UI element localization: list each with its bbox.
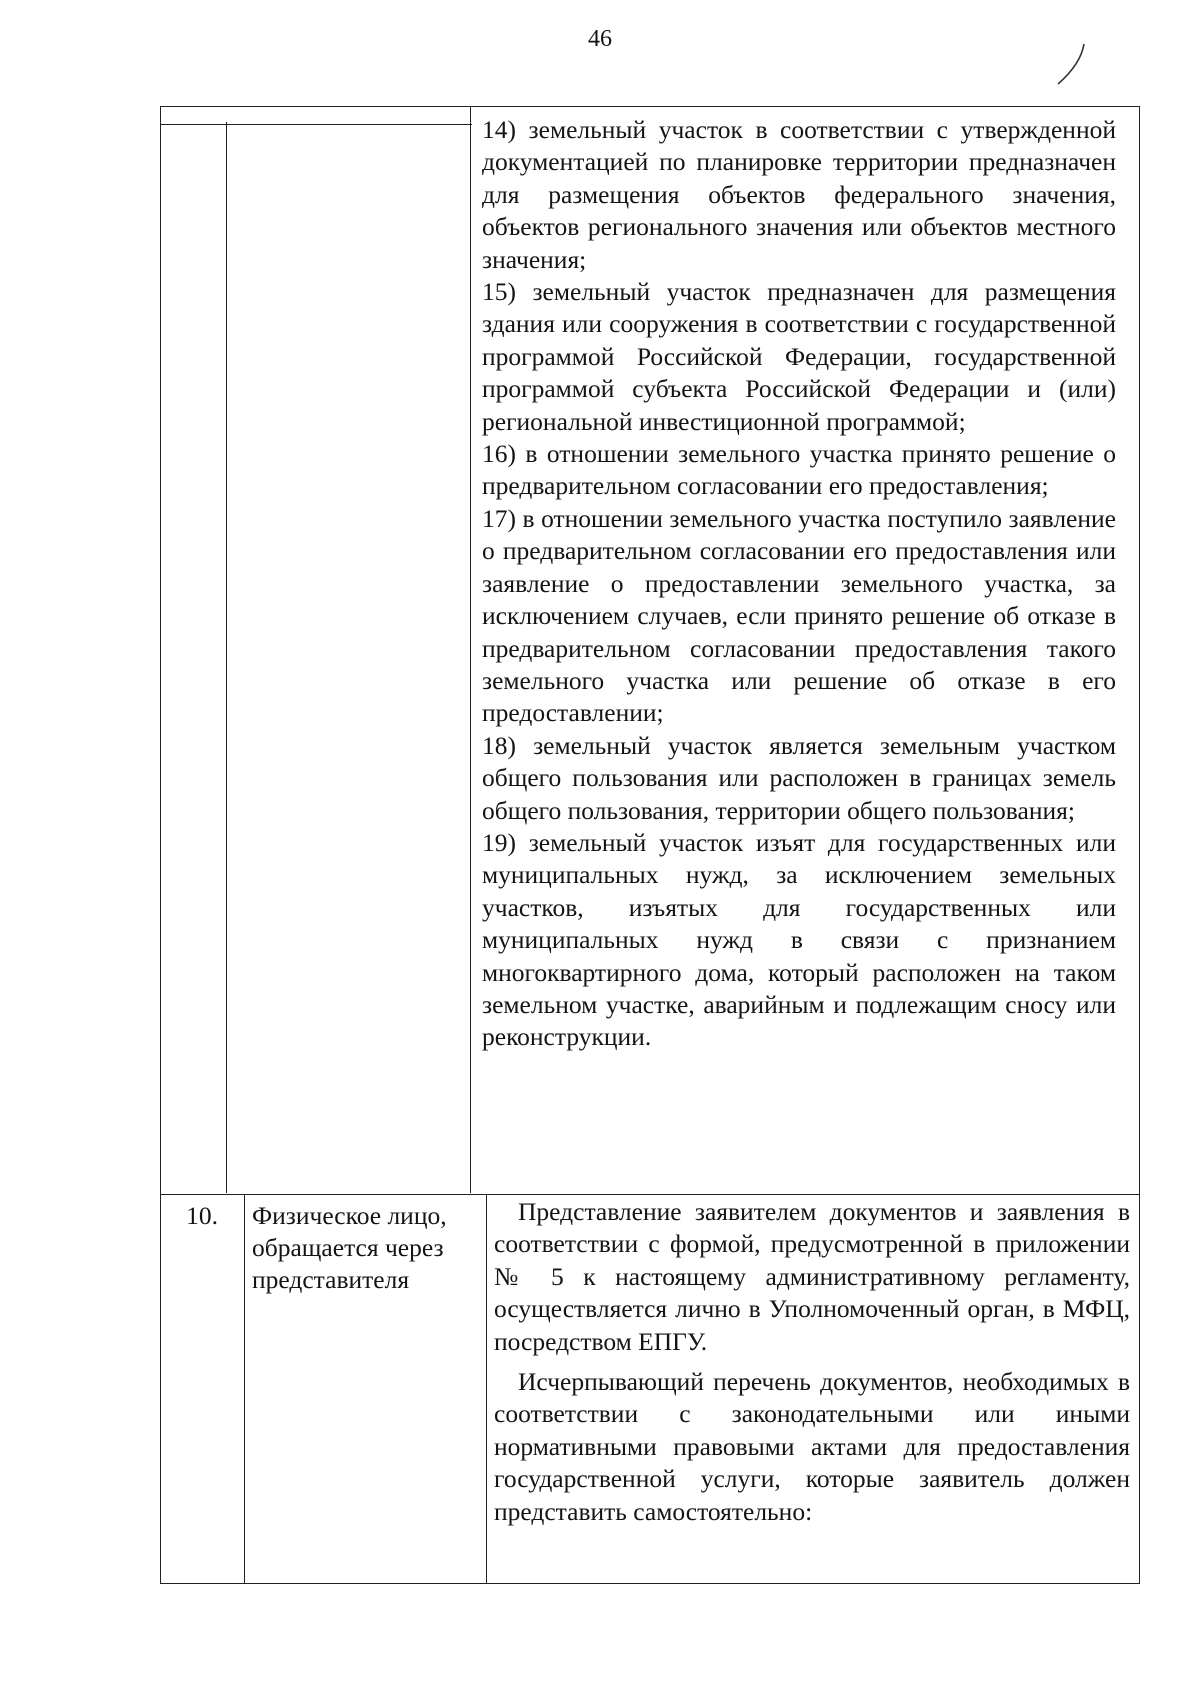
column-divider-1-upper	[226, 122, 227, 1193]
list-item-16: 16) в отношении земельного участка принято решение о предварительном согласовании его предоставления;	[482, 439, 1116, 501]
list-item-15: 15) земельный участок предназначен для размещения здания или сооружения в соответствии с государственной программой Российской Федерации, государственной программой субъекта Российской Федерации и (или) региональной инвестиционной программой;	[482, 277, 1116, 436]
list-item-14: 14) земельный участок в соответствии с утвержденной документацией по планировке территории предназначен для размещения объектов федерального значения, объектов регионального значения или объектов местного значения;	[482, 115, 1116, 274]
row-separator	[160, 1194, 1140, 1195]
column-divider-2-lower	[486, 1194, 487, 1584]
column-divider-1-lower	[244, 1194, 245, 1584]
table-top-left-segment	[160, 124, 472, 125]
submission-paragraph: Представление заявителем документов и заявления в соответствии с формой, предусмотренной в приложении № 5 к настоящему административному регламенту, осуществляется лично в Уполномоченный орган, в МФЦ, посредством ЕПГУ.	[494, 1197, 1130, 1356]
list-item-17: 17) в отношении земельного участка поступило заявление о предварительном согласовании его предоставления или заявление о предоставлении земельного участка, за исключением случаев, если принято решение об отказе в предварительном согласовании предоставления такого земельного участка или решение об отказе в его предоставлении;	[482, 503, 1116, 728]
continued-row-content	[482, 114, 1116, 1194]
column-divider-2-upper	[470, 106, 471, 1193]
applicant-type: Физическое лицо, обращается через представителя	[252, 1201, 447, 1294]
pen-mark	[1054, 40, 1094, 90]
row-10-content	[494, 1196, 1130, 1582]
page-number: 46	[588, 26, 612, 52]
documents-list-intro: Исчерпывающий перечень документов, необходимых в соответствии с законодательными или иными нормативными правовыми актами для предоставления государственной услуги, которые заявитель должен представить самостоятельно:	[494, 1367, 1130, 1526]
list-item-19: 19) земельный участок изъят для государственных или муниципальных нужд, за исключением земельных участков, изъятых для государственных или муниципальных нужд в связи с признанием многоквартирного дома, который расположен на таком земельном участке, аварийным и подлежащим сносу или реконструкции.	[482, 827, 1116, 1052]
row-number: 10.	[186, 1201, 218, 1230]
list-item-18: 18) земельный участок является земельным участком общего пользования или расположен в границах земель общего пользования, территории общего пользования;	[482, 730, 1116, 825]
